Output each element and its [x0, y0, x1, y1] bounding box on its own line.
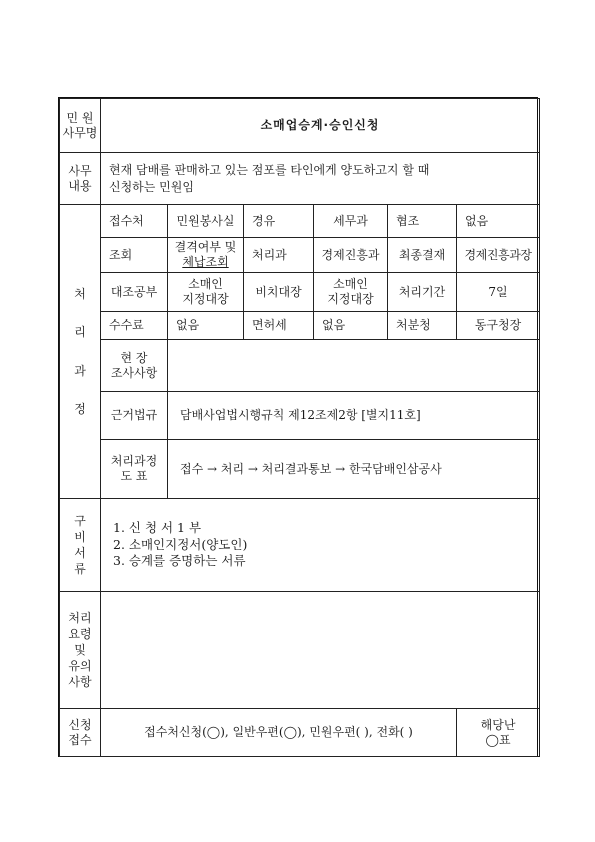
intake-value: 민원봉사실 — [168, 205, 244, 238]
coop-label: 협조 — [388, 205, 457, 238]
process-flow-value: 접수 → 처리 → 처리결과통보 → 한국담배인삼공사 — [168, 440, 540, 499]
document-item: 2. 소매인지정서(양도인) — [113, 536, 248, 552]
process-row-2 — [60, 238, 540, 273]
period-label: 처리기간 — [388, 273, 457, 312]
notes-value — [101, 592, 540, 709]
process-row-4 — [60, 312, 540, 340]
documents-section-label: 구 비 서 류 — [60, 499, 101, 592]
inquiry-value: 결격여부 및 체납조회 — [168, 238, 244, 273]
license-tax-label: 면허세 — [244, 312, 314, 340]
process-flow-row — [60, 440, 540, 499]
documents-list — [101, 499, 540, 592]
dept-value: 경제진흥과 — [314, 238, 388, 273]
disposition-office-label: 처분청 — [388, 312, 457, 340]
document-item: 3. 승계를 증명하는 서류 — [113, 553, 246, 569]
dept-label: 처리과 — [244, 238, 314, 273]
receipt-label: 신청 접수 — [60, 709, 101, 757]
legal-basis-row — [60, 392, 540, 440]
license-tax-value: 없음 — [314, 312, 388, 340]
disposition-office-value: 동구청장 — [457, 312, 540, 340]
ledger-label: 대조공부 — [101, 273, 168, 312]
civil-service-form — [58, 97, 538, 757]
receipt-methods: 접수처신청(◯), 일반우편(◯), 민원우편( ), 전화( ) — [101, 709, 457, 757]
header-row — [60, 99, 540, 153]
keep-ledger-label: 비치대장 — [244, 273, 314, 312]
fee-label: 수수료 — [101, 312, 168, 340]
fee-value: 없음 — [168, 312, 244, 340]
field-survey-row — [60, 340, 540, 392]
field-survey-label: 현 장 조사사항 — [101, 340, 168, 392]
process-flow-label: 처리과정 도 표 — [101, 440, 168, 499]
keep-ledger-value: 소매인 지정대장 — [314, 273, 388, 312]
legal-basis-value: 담배사업법시행규칙 제12조제2항 [별지11호] — [168, 392, 540, 440]
document-item: 1. 신 청 서 1 부 — [113, 519, 202, 535]
summary-row — [60, 153, 540, 205]
process-section-label: 처 리 과 정 — [60, 205, 101, 499]
receipt-row — [60, 709, 540, 757]
documents-row — [60, 499, 540, 592]
period-value: 7일 — [457, 273, 540, 312]
ledger-value: 소매인 지정대장 — [168, 273, 244, 312]
coop-value: 없음 — [457, 205, 540, 238]
process-row-1 — [60, 205, 540, 238]
via-value: 세무과 — [314, 205, 388, 238]
summary-text: 현재 담배를 판매하고 있는 점포를 타인에게 양도하고지 할 때 신청하는 민원임 — [101, 153, 540, 205]
form-table — [59, 98, 540, 757]
form-title: 소매업승계·승인신청 — [101, 99, 540, 153]
civil-affair-name-label: 민 원 사무명 — [60, 99, 101, 153]
final-approval-label: 최종결재 — [388, 238, 457, 273]
legal-basis-label: 근거법규 — [101, 392, 168, 440]
field-survey-value — [168, 340, 540, 392]
via-label: 경유 — [244, 205, 314, 238]
final-approval-value: 경제진흥과장 — [457, 238, 540, 273]
summary-label: 사무 내용 — [60, 153, 101, 205]
process-row-3 — [60, 273, 540, 312]
receipt-mark-instruction: 해당난 ◯표 — [457, 709, 540, 757]
intake-label: 접수처 — [101, 205, 168, 238]
notes-row — [60, 592, 540, 709]
inquiry-label: 조회 — [101, 238, 168, 273]
notes-section-label: 처리 요령 및 유의 사항 — [60, 592, 101, 709]
